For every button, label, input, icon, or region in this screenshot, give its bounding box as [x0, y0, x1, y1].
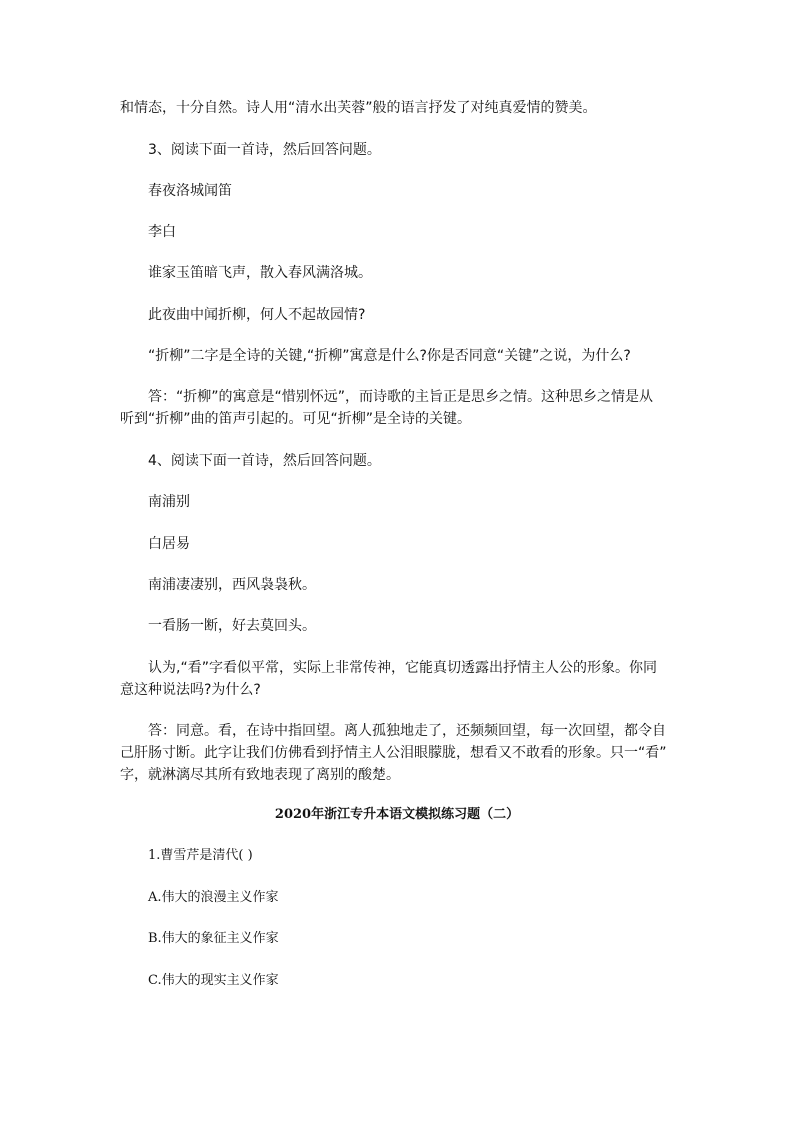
question-4-prompt: 4、阅读下面一首诗，然后回答问题。: [148, 453, 381, 469]
poem-line: 谁家玉笛暗飞声，散入春风满洛城。: [148, 265, 372, 281]
poem-author: 白居易: [148, 536, 190, 552]
poem-line: 南浦凄凄别，西风袅袅秋。: [148, 577, 316, 593]
question-line: 认为,“看”字看似平常，实际上非常传神，它能真切透露出抒情主人公的形象。你同: [148, 660, 657, 676]
answer-line: 答：同意。看，在诗中指回望。离人孤独地走了，还频频回望，每一次回望，都令自: [148, 723, 666, 739]
answer-option: C.伟大的现实主义作家: [148, 973, 279, 988]
answer-line: 字，就淋漓尽其所有致地表现了离别的酸楚。: [120, 767, 400, 783]
answer-line: 听到“折柳”曲的笛声引起的。可见“折柳”是全诗的关键。: [120, 411, 472, 427]
answer-option: A.伟大的浪漫主义作家: [148, 890, 279, 905]
section-title: 2020年浙江专升本语文模拟练习题（二）: [274, 807, 520, 822]
poem-author: 李白: [148, 224, 176, 240]
answer-option: B.伟大的象征主义作家: [148, 931, 279, 946]
question-line: “折柳”二字是全诗的关键,“折柳”寓意是什么?你是否同意“关键”之说，为什么?: [148, 348, 631, 364]
answer-line: 己肝肠寸断。此字让我们仿佛看到抒情主人公泪眼朦胧，想看又不敢看的形象。只一“看”: [120, 745, 667, 761]
poem-line: 此夜曲中闻折柳，何人不起故园情?: [148, 307, 366, 323]
answer-line: 答：“折柳”的寓意是“惜别怀远”，而诗歌的主旨正是思乡之情。这种思乡之情是从: [148, 389, 654, 405]
poem-title: 春夜洛城闻笛: [148, 183, 232, 199]
question-3-prompt: 3、阅读下面一首诗，然后回答问题。: [148, 142, 381, 158]
question-line: 意这种说法吗?为什么?: [120, 682, 261, 698]
poem-line: 一看肠一断，好去莫回头。: [148, 618, 316, 634]
question-stem: 1.曹雪芹是清代( ): [148, 848, 253, 863]
poem-title: 南浦别: [148, 494, 190, 510]
paragraph-line: 和情态，十分自然。诗人用“清水出芙蓉”般的语言抒发了对纯真爱情的赞美。: [120, 100, 597, 116]
